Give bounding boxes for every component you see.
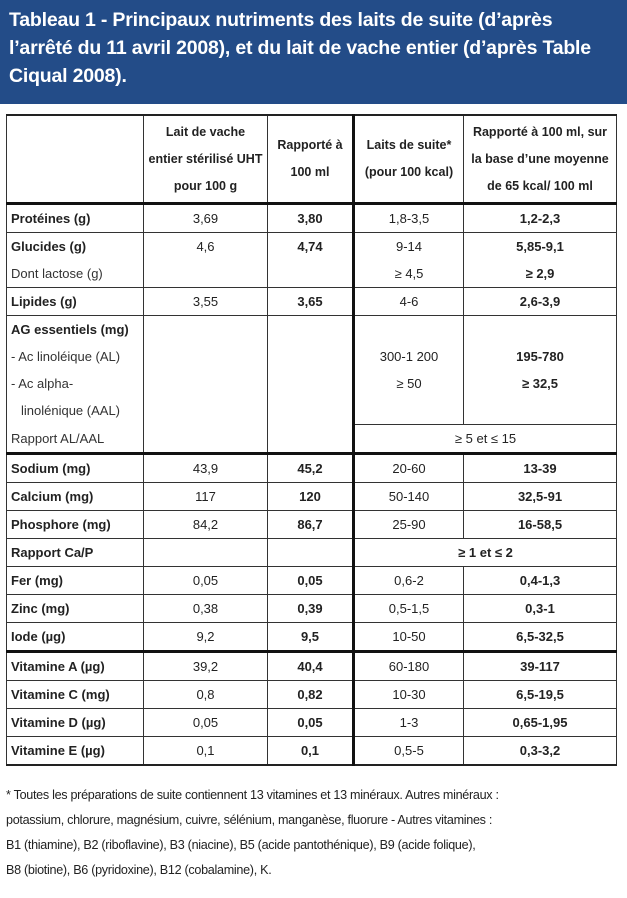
cell-value: 5,85-9,1 bbox=[464, 233, 617, 261]
cell-value: 25-90 bbox=[354, 511, 464, 539]
header-follow-on-milk: Laits de suite* (pour 100 kcal) bbox=[354, 115, 464, 204]
cell-value: 0,05 bbox=[268, 709, 354, 737]
cell-value: 0,39 bbox=[268, 595, 354, 623]
table-row bbox=[7, 454, 617, 483]
cell-empty bbox=[464, 397, 617, 425]
cell-value: 3,65 bbox=[268, 288, 354, 316]
row-label: Iode (µg) bbox=[7, 623, 144, 652]
cell-value: 6,5-32,5 bbox=[464, 623, 617, 652]
table-row bbox=[7, 483, 617, 511]
table-title bbox=[9, 6, 619, 90]
header-per-100ml: Rapporté à 100 ml bbox=[268, 115, 354, 204]
header-follow-on-per-100ml: Rapporté à 100 ml, sur la base d’une moyenne de 65 kcal/ 100 ml bbox=[464, 115, 617, 204]
cell-value: 40,4 bbox=[268, 652, 354, 681]
cell-value: 50-140 bbox=[354, 483, 464, 511]
cell-empty bbox=[354, 397, 464, 425]
cell-value: 2,6-3,9 bbox=[464, 288, 617, 316]
footnote bbox=[6, 783, 616, 883]
cell-value: 3,69 bbox=[144, 204, 268, 233]
cell-value: ≥ 2,9 bbox=[464, 260, 617, 288]
cell-value: 0,05 bbox=[144, 567, 268, 595]
cell-value: 60-180 bbox=[354, 652, 464, 681]
table-row bbox=[7, 652, 617, 681]
cell-value: 39-117 bbox=[464, 652, 617, 681]
footnote-line: B8 (biotine), B6 (pyridoxine), B12 (cobalamine), K. bbox=[6, 863, 272, 877]
cell-value: 0,82 bbox=[268, 681, 354, 709]
cell-value: 32,5-91 bbox=[464, 483, 617, 511]
cell-empty bbox=[268, 539, 354, 567]
cell-value: ≥ 4,5 bbox=[354, 260, 464, 288]
cell-value: 9,5 bbox=[268, 623, 354, 652]
table-row bbox=[7, 681, 617, 709]
cell-value: 0,3-3,2 bbox=[464, 737, 617, 766]
row-label: Lipides (g) bbox=[7, 288, 144, 316]
cell-value: 1-3 bbox=[354, 709, 464, 737]
cell-value: 117 bbox=[144, 483, 268, 511]
cell-value: 0,1 bbox=[268, 737, 354, 766]
cell-value: 20-60 bbox=[354, 454, 464, 483]
header-cow-milk: Lait de vache entier stérilisé UHT pour 100 g bbox=[144, 115, 268, 204]
cell-value: 16-58,5 bbox=[464, 511, 617, 539]
cell-value: 10-30 bbox=[354, 681, 464, 709]
cell-value: 1,2-2,3 bbox=[464, 204, 617, 233]
cell-value: 9,2 bbox=[144, 623, 268, 652]
cell-value: 10-50 bbox=[354, 623, 464, 652]
cell-value: 0,05 bbox=[268, 567, 354, 595]
header-row bbox=[7, 115, 617, 204]
cell-value: 0,4-1,3 bbox=[464, 567, 617, 595]
cell-value: 0,05 bbox=[144, 709, 268, 737]
cell-value: 43,9 bbox=[144, 454, 268, 483]
table-row bbox=[7, 623, 617, 652]
cell-empty bbox=[144, 316, 268, 454]
table-caption: Principaux nutriments des laits de suite (d’après l’arrêté du 11 avril 2008), et du lait de vache entier (d’après Table Ciqual 2008). bbox=[9, 9, 591, 87]
cell-value: 0,65-1,95 bbox=[464, 709, 617, 737]
cell-value: 6,5-19,5 bbox=[464, 681, 617, 709]
table-row bbox=[7, 709, 617, 737]
header-empty bbox=[7, 115, 144, 204]
cell-value: 9-14 bbox=[354, 233, 464, 261]
cell-value: 0,8 bbox=[144, 681, 268, 709]
row-label: Vitamine D (µg) bbox=[7, 709, 144, 737]
cell-value: 300-1 200 bbox=[354, 343, 464, 370]
cell-value: 3,80 bbox=[268, 204, 354, 233]
table-row bbox=[7, 567, 617, 595]
row-label: linolénique (AAL) bbox=[7, 397, 144, 425]
table-row bbox=[7, 204, 617, 233]
row-label: Vitamine E (µg) bbox=[7, 737, 144, 766]
cell-value: 39,2 bbox=[144, 652, 268, 681]
cell-value: 3,55 bbox=[144, 288, 268, 316]
row-label: - Ac linoléique (AL) bbox=[7, 343, 144, 370]
cell-value: 0,5-5 bbox=[354, 737, 464, 766]
cell-empty bbox=[268, 316, 354, 454]
table-number: Tableau 1 - bbox=[9, 9, 108, 31]
cell-value: 4,6 bbox=[144, 233, 268, 261]
row-label: Glucides (g) bbox=[7, 233, 144, 261]
footnote-line: * Toutes les préparations de suite contiennent 13 vitamines et 13 minéraux. Autres minéraux : bbox=[6, 788, 499, 802]
row-label: Phosphore (mg) bbox=[7, 511, 144, 539]
cell-value: 84,2 bbox=[144, 511, 268, 539]
table-row bbox=[7, 316, 617, 344]
cell-value: 4-6 bbox=[354, 288, 464, 316]
cell-value: 0,5-1,5 bbox=[354, 595, 464, 623]
row-label: Vitamine A (µg) bbox=[7, 652, 144, 681]
cell-value: 13-39 bbox=[464, 454, 617, 483]
nutrient-table bbox=[6, 114, 617, 766]
cell-value: 1,8-3,5 bbox=[354, 204, 464, 233]
cell-empty bbox=[144, 539, 268, 567]
row-label: Fer (mg) bbox=[7, 567, 144, 595]
row-label: AG essentiels (mg) bbox=[7, 316, 144, 344]
row-label: Protéines (g) bbox=[7, 204, 144, 233]
table-row bbox=[7, 511, 617, 539]
cell-value: 45,2 bbox=[268, 454, 354, 483]
row-label: Dont lactose (g) bbox=[7, 260, 144, 288]
cell-value: ≥ 50 bbox=[354, 370, 464, 397]
row-label: Zinc (mg) bbox=[7, 595, 144, 623]
cell-value: 0,6-2 bbox=[354, 567, 464, 595]
table-title-banner bbox=[0, 0, 627, 104]
cell-empty bbox=[268, 260, 354, 288]
row-label: Rapport Ca/P bbox=[7, 539, 144, 567]
table-row bbox=[7, 260, 617, 288]
row-label: - Ac alpha- bbox=[7, 370, 144, 397]
table-row bbox=[7, 737, 617, 766]
table-row bbox=[7, 233, 617, 261]
row-label: Vitamine C (mg) bbox=[7, 681, 144, 709]
cell-value: 0,1 bbox=[144, 737, 268, 766]
cell-value: 86,7 bbox=[268, 511, 354, 539]
row-label: Calcium (mg) bbox=[7, 483, 144, 511]
footnote-line: potassium, chlorure, magnésium, cuivre, sélénium, manganèse, fluorure - Autres vitamines : bbox=[6, 813, 493, 827]
cell-value: ≥ 5 et ≤ 15 bbox=[354, 425, 617, 454]
cell-value: 120 bbox=[268, 483, 354, 511]
cell-empty bbox=[144, 260, 268, 288]
row-label: Rapport AL/AAL bbox=[7, 425, 144, 454]
cell-value: 4,74 bbox=[268, 233, 354, 261]
row-label: Sodium (mg) bbox=[7, 454, 144, 483]
cell-value: ≥ 1 et ≤ 2 bbox=[354, 539, 617, 567]
cell-empty bbox=[354, 316, 464, 344]
table-row bbox=[7, 595, 617, 623]
cell-value: 195-780 bbox=[464, 343, 617, 370]
cell-value: 0,38 bbox=[144, 595, 268, 623]
cell-empty bbox=[464, 316, 617, 344]
table-row bbox=[7, 539, 617, 567]
footnote-line: B1 (thiamine), B2 (riboflavine), B3 (niacine), B5 (acide pantothénique), B9 (acide folique), bbox=[6, 838, 476, 852]
table-row bbox=[7, 288, 617, 316]
cell-value: ≥ 32,5 bbox=[464, 370, 617, 397]
cell-value: 0,3-1 bbox=[464, 595, 617, 623]
